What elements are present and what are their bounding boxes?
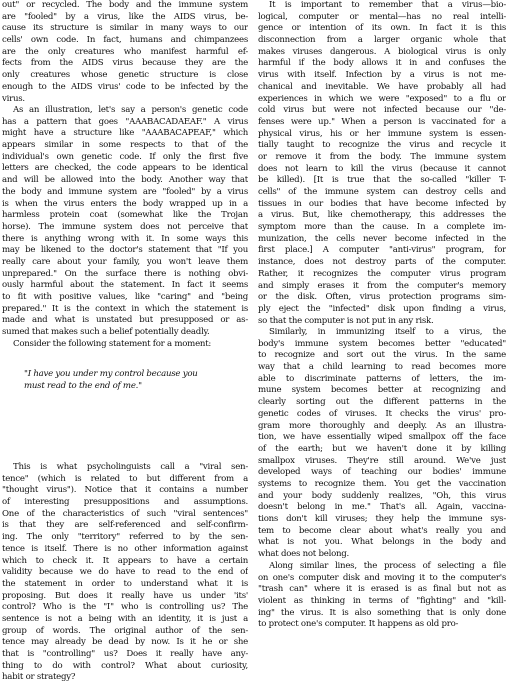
text-line: are the only creatures who manifest harmful ef- xyxy=(2,46,248,57)
text-line: sumed that makes such a belief potentially deadly. xyxy=(2,327,210,338)
text-line: This is what psycholinguists call a "viral sen- xyxy=(13,462,248,472)
text-line: doesn't belong in me." That's all. Again, vaccina- xyxy=(258,502,506,513)
text-line: disconnection from a larger organic whole that xyxy=(258,35,506,46)
text-line: physical virus, his or her immune system is essen- xyxy=(258,128,506,139)
text-line: experiences in which we were "exposed" to a flu or xyxy=(258,93,506,104)
text-line: smallpox viruses. They're still around. We've just xyxy=(258,455,506,466)
text-line: symptom more than the cause. In a complete im- xyxy=(258,222,506,233)
text-line: ing" the virus. It is also something that is only done xyxy=(258,607,506,618)
text-line: enough to the AIDS virus' code to be infected by the xyxy=(2,81,248,92)
text-line: is when the virus enters the body wrapped up in a xyxy=(2,198,248,209)
text-line: instance, does not destroy parts of the computer. xyxy=(258,257,506,268)
text-line: virus with itself. Infection by a virus is not me- xyxy=(258,70,506,81)
text-line: be killed). [It is true that the so-called "killer T- xyxy=(258,175,506,186)
text-line: gram more thoroughly and deeply. As an illustra- xyxy=(258,420,506,431)
text-line: validity because we do have to read to the end of xyxy=(2,567,248,578)
text-line: makes viruses dangerous. A biological virus is only xyxy=(258,46,506,57)
text-line: chanical and inevitable. We have probably all had xyxy=(258,81,506,92)
text-line: made and what is unstated but presupposed or as- xyxy=(2,315,248,326)
text-line: so that the computer is not put in any risk. xyxy=(258,315,434,326)
text-line: and simply erases it from the computer's memory xyxy=(258,280,506,291)
text-line: must read to the end of me." xyxy=(24,380,142,391)
left-paragraph-3 xyxy=(2,339,248,351)
text-line: the statement in order to understand what it is xyxy=(2,578,248,589)
text-line: or remove it from the body. The immune system xyxy=(258,151,506,162)
text-line: does not learn to kill the virus (because it cannot xyxy=(258,163,506,174)
text-line: on one's computer disk and moving it to the computer's xyxy=(258,572,506,583)
text-line: munization, the cells never become infected in the xyxy=(258,233,506,244)
text-line: way that a child learning to read becomes more xyxy=(258,362,506,373)
text-line: prepared." It is the context in which the statement is xyxy=(2,303,248,314)
text-line: habit or strategy? xyxy=(2,672,76,683)
text-line: proposing. But does it really have us under 'its' xyxy=(2,590,248,601)
text-line: thing to do with control? What about curiosity, xyxy=(2,660,248,671)
text-line: which to check it. It appears to have a certain xyxy=(2,555,248,566)
text-line: tissues in our bodies that have become infected by xyxy=(258,198,506,209)
text-line: "thought virus"). Notice that it contains a number xyxy=(2,485,248,496)
text-line: developed ways of teaching our bodies' immune xyxy=(258,467,506,478)
text-line: As an illustration, let's say a person's genetic code xyxy=(13,105,248,115)
text-line: Along similar lines, the process of selecting a file xyxy=(269,561,506,571)
text-line: Similarly, in immunizing itself to a virus, the xyxy=(269,327,506,337)
text-line: Consider the following statement for a moment: xyxy=(13,339,212,349)
text-line: ing. The only "territory" referred to by the sen- xyxy=(2,532,248,543)
text-line: tion, we have essentially wiped smallpox off the face xyxy=(258,432,506,443)
left-paragraph-4 xyxy=(2,462,248,684)
text-line: of the earth; but we haven't done it by killing xyxy=(258,443,506,454)
text-line: tence" (which is related to but different from a xyxy=(2,473,248,484)
text-line: logical, computer or mental—has no real intelli- xyxy=(258,11,506,22)
text-line: and will be allowed into the body. Another way that xyxy=(2,175,248,186)
text-line: ply eject the "infected" disk upon finding a virus, xyxy=(258,303,506,314)
text-line: control? Who is the "I" who is controlling us? The xyxy=(2,602,248,613)
text-line: genetic codes of viruses. It checks the virus' pro- xyxy=(258,408,506,419)
text-line: really care about your family, you won't leave them xyxy=(2,256,248,267)
text-line: to protect one's computer. It happens as old pro- xyxy=(258,619,459,630)
text-line: out" or recycled. The body and the immune system xyxy=(2,0,248,10)
right-paragraph-3 xyxy=(258,561,506,631)
text-line: horse). The immune system does not perceive that xyxy=(2,221,248,232)
text-line: has a pattern that goes "AAABACADAEAF." A virus xyxy=(2,116,248,127)
text-line: clearly sorting out the different patterns in the xyxy=(258,397,506,408)
text-line: might have a structure like "AAABACAPEAF," which xyxy=(2,128,248,139)
text-line: appears similar in some respects to that of the xyxy=(2,140,248,151)
text-line: harmless protein coat (somewhat like the Trojan xyxy=(2,210,248,221)
text-line: harmful if the body allows it in and confuses the xyxy=(258,58,506,69)
text-line: group of words. The original author of the sen- xyxy=(2,625,248,636)
text-line: what is not you. What belongs in the body and xyxy=(258,537,506,548)
text-line: or the disk. Often, virus protection programs sim- xyxy=(258,292,506,303)
text-line: tence may already be dead by now. Is it he or she xyxy=(2,637,248,648)
text-line: violent as thinking in terms of "fighting" and "kill- xyxy=(258,596,506,607)
left-paragraph-2 xyxy=(2,105,248,339)
text-line: "I have you under my control because you xyxy=(24,369,198,379)
text-line: systems to recognize them. You get the vaccination xyxy=(258,478,506,489)
text-line: cause its structure is similar in many ways to our xyxy=(2,23,248,34)
text-line: are "fooled" by a virus, like the AIDS virus, be- xyxy=(2,11,248,22)
text-line: Rather, it recognizes the computer virus program xyxy=(258,268,506,279)
text-line: ously harmful about the statement. In fact it seems xyxy=(2,280,248,291)
text-line: fenses were up." When a person is vaccinated for a xyxy=(258,116,506,127)
right-paragraph-1 xyxy=(258,0,506,327)
text-line: unprepared." On the surface there is nothing obvi- xyxy=(2,268,248,279)
text-line: is that they are self-referenced and self-confirm- xyxy=(2,520,248,531)
text-line: tions don't kill viruses; they help the immune sys- xyxy=(258,514,506,524)
text-line: tence is itself. There is no other information against xyxy=(2,543,248,554)
text-line: fects from the AIDS virus because they are the xyxy=(2,58,248,69)
text-line: tem to become clear about what's really you and xyxy=(258,525,506,536)
left-paragraph-1 xyxy=(2,0,248,105)
text-line: gence or intention of its own. In fact it is this xyxy=(258,23,506,34)
text-line: that is "controlling" us? Does it really have any- xyxy=(2,649,248,659)
viral-sentence-quote xyxy=(24,369,248,392)
text-line: sentence is not a being with an identity, it is just a xyxy=(2,613,248,624)
text-line: cold virus but were not infected because our "de- xyxy=(258,105,506,116)
text-line: first place.] A computer "anti-virus" program, for xyxy=(258,245,506,256)
text-line: and your body suddenly realizes, "Oh, this virus xyxy=(258,490,506,501)
text-line: virus. xyxy=(2,93,25,104)
text-line: tially taught to recognize the virus and recycle it xyxy=(258,140,506,151)
text-line: may be likened to the doctor's statement that "If you xyxy=(2,245,248,256)
text-line: to recognize and sort out the virus. In the same xyxy=(258,350,506,361)
text-line: cells" of the immune system can destroy cells and xyxy=(258,187,506,197)
text-line: there is anything wrong with it. In some ways this xyxy=(2,233,248,244)
text-line: "trash can" where it is erased is as final but not as xyxy=(258,584,506,595)
text-line: a virus. But, like chemotherapy, this addresses the xyxy=(258,210,506,221)
text-line: body's immune system becomes better "educated" xyxy=(258,338,506,349)
text-line: what does not belong. xyxy=(258,549,350,560)
text-line: cells' own code. In fact, humans and chimpanzees xyxy=(2,35,248,46)
text-line: to fit with positive values, like "caring" and "being xyxy=(2,292,248,302)
text-line: It is important to remember that a virus—bio- xyxy=(269,0,506,10)
text-line: mune system becomes better at recognizing and xyxy=(258,385,506,396)
text-line: One of the characteristics of such "viral sentences" xyxy=(2,508,248,519)
text-line: the body and immune system are "fooled" by a virus xyxy=(2,186,248,197)
text-line: individual's own genetic code. If only the first five xyxy=(2,151,248,162)
right-paragraph-2 xyxy=(258,327,506,561)
text-line: only creatures whose genetic structure is close xyxy=(2,70,248,81)
text-line: of interesting presuppositions and assumptions. xyxy=(2,497,248,508)
text-line: letters are checked, the code appears to be identical xyxy=(2,163,248,174)
text-line: able to discriminate patterns of letters, the im- xyxy=(258,373,506,384)
